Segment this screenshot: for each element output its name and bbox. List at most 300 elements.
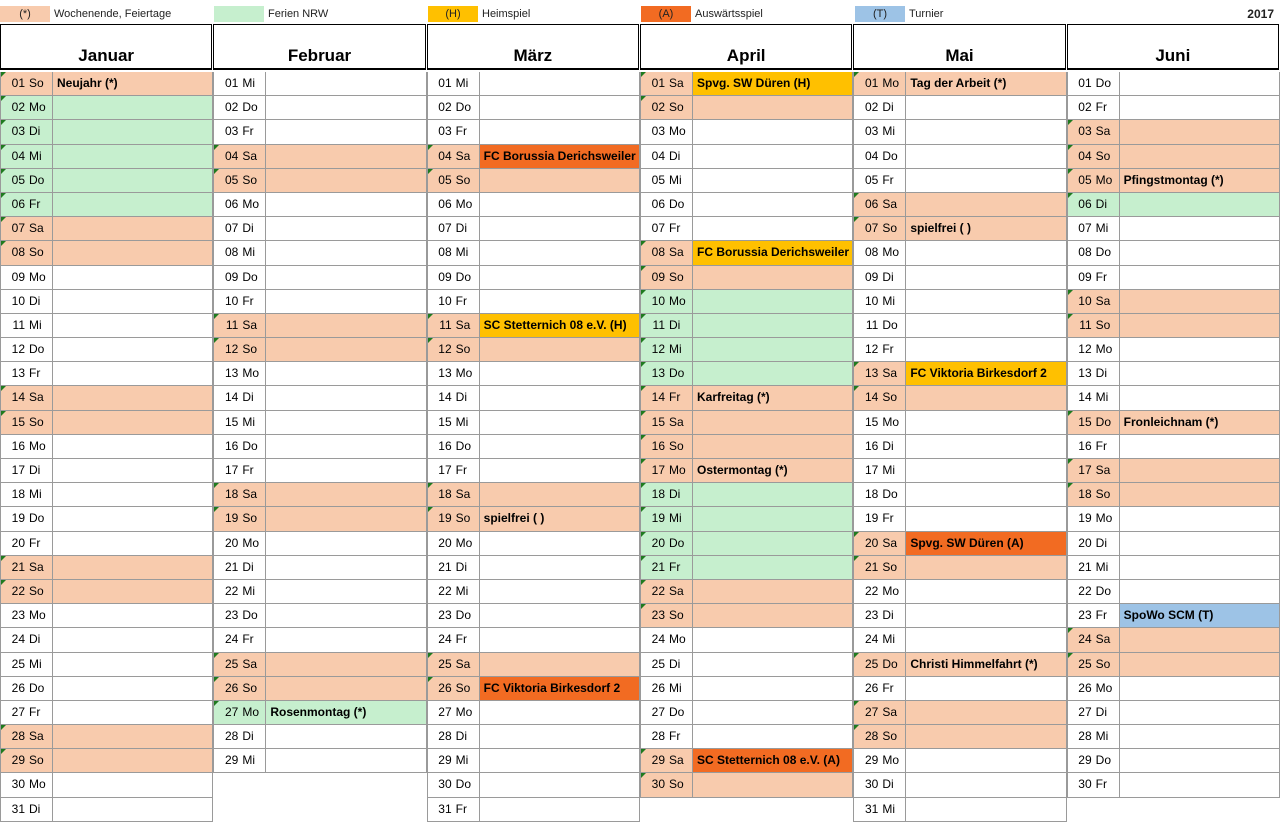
empty-event-cell[interactable] <box>1120 193 1279 216</box>
empty-event-cell[interactable] <box>53 604 212 627</box>
day-row[interactable] <box>0 556 213 580</box>
day-row[interactable] <box>427 507 640 531</box>
day-row[interactable] <box>427 653 640 677</box>
day-row[interactable] <box>1067 701 1280 725</box>
empty-event-cell[interactable] <box>693 580 852 603</box>
day-row[interactable] <box>853 411 1066 435</box>
empty-event-cell[interactable] <box>53 580 212 603</box>
day-row[interactable] <box>853 701 1066 725</box>
day-row[interactable] <box>427 314 640 338</box>
empty-event-cell[interactable] <box>1120 725 1279 748</box>
empty-event-cell[interactable] <box>266 483 425 506</box>
event-cell[interactable]: Rosenmontag (*) <box>266 701 425 724</box>
day-row[interactable] <box>213 266 426 290</box>
empty-event-cell[interactable] <box>266 241 425 264</box>
empty-event-cell[interactable] <box>906 314 1065 337</box>
day-row[interactable] <box>213 411 426 435</box>
day-row[interactable] <box>853 435 1066 459</box>
day-row[interactable] <box>640 628 853 652</box>
empty-event-cell[interactable] <box>480 72 639 95</box>
empty-event-cell[interactable] <box>480 483 639 506</box>
day-row[interactable] <box>427 290 640 314</box>
event-cell[interactable]: Christi Himmelfahrt (*) <box>906 653 1065 676</box>
empty-event-cell[interactable] <box>1120 459 1279 482</box>
empty-event-cell[interactable] <box>480 580 639 603</box>
day-row[interactable] <box>1067 773 1280 797</box>
empty-event-cell[interactable] <box>53 749 212 772</box>
empty-event-cell[interactable] <box>906 241 1065 264</box>
day-row[interactable] <box>1067 266 1280 290</box>
day-row[interactable] <box>853 653 1066 677</box>
empty-event-cell[interactable] <box>906 580 1065 603</box>
day-row[interactable] <box>0 749 213 773</box>
empty-event-cell[interactable] <box>906 290 1065 313</box>
day-row[interactable] <box>213 749 426 773</box>
day-row[interactable] <box>853 72 1066 96</box>
empty-event-cell[interactable] <box>480 96 639 119</box>
day-row[interactable] <box>853 290 1066 314</box>
day-row[interactable] <box>0 628 213 652</box>
day-row[interactable] <box>640 773 853 797</box>
day-row[interactable] <box>0 604 213 628</box>
day-row[interactable] <box>1067 241 1280 265</box>
event-cell[interactable]: Neujahr (*) <box>53 72 212 95</box>
day-row[interactable] <box>0 338 213 362</box>
day-row[interactable] <box>1067 338 1280 362</box>
empty-event-cell[interactable] <box>266 677 425 700</box>
day-row[interactable] <box>0 701 213 725</box>
day-row[interactable] <box>640 145 853 169</box>
empty-event-cell[interactable] <box>1120 96 1279 119</box>
day-row[interactable] <box>427 120 640 144</box>
empty-event-cell[interactable] <box>266 580 425 603</box>
empty-event-cell[interactable] <box>693 701 852 724</box>
day-row[interactable] <box>427 749 640 773</box>
empty-event-cell[interactable] <box>1120 241 1279 264</box>
day-row[interactable] <box>427 628 640 652</box>
day-row[interactable] <box>853 217 1066 241</box>
empty-event-cell[interactable] <box>1120 532 1279 555</box>
empty-event-cell[interactable] <box>53 411 212 434</box>
day-row[interactable] <box>427 798 640 822</box>
empty-event-cell[interactable] <box>693 483 852 506</box>
event-cell[interactable]: spielfrei ( ) <box>906 217 1065 240</box>
empty-event-cell[interactable] <box>693 556 852 579</box>
day-row[interactable] <box>427 362 640 386</box>
empty-event-cell[interactable] <box>1120 677 1279 700</box>
empty-event-cell[interactable] <box>266 532 425 555</box>
empty-event-cell[interactable] <box>266 193 425 216</box>
day-row[interactable] <box>427 435 640 459</box>
empty-event-cell[interactable] <box>480 193 639 216</box>
empty-event-cell[interactable] <box>480 773 639 796</box>
empty-event-cell[interactable] <box>906 507 1065 530</box>
empty-event-cell[interactable] <box>693 290 852 313</box>
empty-event-cell[interactable] <box>266 120 425 143</box>
day-row[interactable] <box>0 532 213 556</box>
day-row[interactable] <box>1067 145 1280 169</box>
empty-event-cell[interactable] <box>693 145 852 168</box>
empty-event-cell[interactable] <box>53 193 212 216</box>
day-row[interactable] <box>213 677 426 701</box>
day-row[interactable] <box>427 411 640 435</box>
day-row[interactable] <box>427 677 640 701</box>
day-row[interactable] <box>640 411 853 435</box>
empty-event-cell[interactable] <box>266 266 425 289</box>
empty-event-cell[interactable] <box>480 169 639 192</box>
day-row[interactable] <box>853 145 1066 169</box>
empty-event-cell[interactable] <box>693 314 852 337</box>
day-row[interactable] <box>213 96 426 120</box>
day-row[interactable] <box>640 749 853 773</box>
empty-event-cell[interactable] <box>480 725 639 748</box>
empty-event-cell[interactable] <box>906 169 1065 192</box>
day-row[interactable] <box>0 120 213 144</box>
day-row[interactable] <box>1067 120 1280 144</box>
day-row[interactable] <box>213 290 426 314</box>
empty-event-cell[interactable] <box>53 773 212 796</box>
event-cell[interactable]: FC Viktoria Birkesdorf 2 <box>480 677 639 700</box>
empty-event-cell[interactable] <box>53 241 212 264</box>
empty-event-cell[interactable] <box>1120 338 1279 361</box>
day-row[interactable] <box>213 72 426 96</box>
empty-event-cell[interactable] <box>480 556 639 579</box>
day-row[interactable] <box>427 773 640 797</box>
day-row[interactable] <box>1067 193 1280 217</box>
empty-event-cell[interactable] <box>53 266 212 289</box>
empty-event-cell[interactable] <box>480 241 639 264</box>
empty-event-cell[interactable] <box>906 701 1065 724</box>
day-row[interactable] <box>0 266 213 290</box>
day-row[interactable] <box>640 459 853 483</box>
event-cell[interactable]: SC Stetternich 08 e.V. (A) <box>693 749 852 772</box>
day-row[interactable] <box>640 386 853 410</box>
empty-event-cell[interactable] <box>480 338 639 361</box>
day-row[interactable] <box>1067 483 1280 507</box>
day-row[interactable] <box>427 532 640 556</box>
event-cell[interactable]: Fronleichnam (*) <box>1120 411 1279 434</box>
empty-event-cell[interactable] <box>906 628 1065 651</box>
day-row[interactable] <box>640 241 853 265</box>
day-row[interactable] <box>853 580 1066 604</box>
empty-event-cell[interactable] <box>53 169 212 192</box>
day-row[interactable] <box>853 314 1066 338</box>
event-cell[interactable]: FC Borussia Derichsweiler <box>480 145 639 168</box>
empty-event-cell[interactable] <box>266 338 425 361</box>
day-row[interactable] <box>853 749 1066 773</box>
day-row[interactable] <box>640 72 853 96</box>
day-row[interactable] <box>0 507 213 531</box>
day-row[interactable] <box>427 386 640 410</box>
day-row[interactable] <box>1067 435 1280 459</box>
day-row[interactable] <box>213 483 426 507</box>
event-cell[interactable]: Ostermontag (*) <box>693 459 852 482</box>
empty-event-cell[interactable] <box>906 773 1065 796</box>
day-row[interactable] <box>640 96 853 120</box>
event-cell[interactable]: Pfingstmontag (*) <box>1120 169 1279 192</box>
empty-event-cell[interactable] <box>53 798 212 821</box>
empty-event-cell[interactable] <box>693 725 852 748</box>
empty-event-cell[interactable] <box>53 556 212 579</box>
empty-event-cell[interactable] <box>906 338 1065 361</box>
empty-event-cell[interactable] <box>480 653 639 676</box>
event-cell[interactable]: Tag der Arbeit (*) <box>906 72 1065 95</box>
event-cell[interactable]: Spvg. SW Düren (A) <box>906 532 1065 555</box>
day-row[interactable] <box>427 169 640 193</box>
day-row[interactable] <box>640 266 853 290</box>
day-row[interactable] <box>1067 532 1280 556</box>
day-row[interactable] <box>853 266 1066 290</box>
day-row[interactable] <box>213 386 426 410</box>
day-row[interactable] <box>640 314 853 338</box>
day-row[interactable] <box>213 338 426 362</box>
empty-event-cell[interactable] <box>693 120 852 143</box>
event-cell[interactable]: SC Stetternich 08 e.V. (H) <box>480 314 639 337</box>
empty-event-cell[interactable] <box>906 145 1065 168</box>
empty-event-cell[interactable] <box>906 120 1065 143</box>
empty-event-cell[interactable] <box>906 435 1065 458</box>
day-row[interactable] <box>427 217 640 241</box>
day-row[interactable] <box>213 604 426 628</box>
day-row[interactable] <box>853 725 1066 749</box>
empty-event-cell[interactable] <box>693 604 852 627</box>
empty-event-cell[interactable] <box>53 314 212 337</box>
day-row[interactable] <box>1067 290 1280 314</box>
empty-event-cell[interactable] <box>1120 266 1279 289</box>
day-row[interactable] <box>213 145 426 169</box>
empty-event-cell[interactable] <box>480 411 639 434</box>
day-row[interactable] <box>427 604 640 628</box>
empty-event-cell[interactable] <box>53 677 212 700</box>
day-row[interactable] <box>0 483 213 507</box>
day-row[interactable] <box>427 241 640 265</box>
empty-event-cell[interactable] <box>53 628 212 651</box>
day-row[interactable] <box>640 532 853 556</box>
day-row[interactable] <box>853 604 1066 628</box>
day-row[interactable] <box>427 725 640 749</box>
empty-event-cell[interactable] <box>693 411 852 434</box>
empty-event-cell[interactable] <box>266 217 425 240</box>
event-cell[interactable]: SpoWo SCM (T) <box>1120 604 1279 627</box>
day-row[interactable] <box>1067 72 1280 96</box>
day-row[interactable] <box>1067 628 1280 652</box>
day-row[interactable] <box>213 362 426 386</box>
empty-event-cell[interactable] <box>266 749 425 772</box>
day-row[interactable] <box>213 701 426 725</box>
empty-event-cell[interactable] <box>906 266 1065 289</box>
day-row[interactable] <box>213 725 426 749</box>
day-row[interactable] <box>1067 386 1280 410</box>
empty-event-cell[interactable] <box>266 459 425 482</box>
day-row[interactable] <box>213 193 426 217</box>
day-row[interactable] <box>0 677 213 701</box>
day-row[interactable] <box>0 386 213 410</box>
empty-event-cell[interactable] <box>53 507 212 530</box>
day-row[interactable] <box>853 798 1066 822</box>
day-row[interactable] <box>1067 411 1280 435</box>
empty-event-cell[interactable] <box>266 314 425 337</box>
empty-event-cell[interactable] <box>1120 773 1279 796</box>
day-row[interactable] <box>427 701 640 725</box>
empty-event-cell[interactable] <box>53 532 212 555</box>
empty-event-cell[interactable] <box>53 435 212 458</box>
empty-event-cell[interactable] <box>693 193 852 216</box>
empty-event-cell[interactable] <box>53 483 212 506</box>
day-row[interactable] <box>853 483 1066 507</box>
empty-event-cell[interactable] <box>1120 653 1279 676</box>
empty-event-cell[interactable] <box>266 362 425 385</box>
day-row[interactable] <box>1067 459 1280 483</box>
empty-event-cell[interactable] <box>693 628 852 651</box>
empty-event-cell[interactable] <box>1120 701 1279 724</box>
day-row[interactable] <box>0 653 213 677</box>
empty-event-cell[interactable] <box>53 290 212 313</box>
day-row[interactable] <box>427 556 640 580</box>
empty-event-cell[interactable] <box>1120 483 1279 506</box>
day-row[interactable] <box>640 580 853 604</box>
day-row[interactable] <box>427 145 640 169</box>
day-row[interactable] <box>213 507 426 531</box>
day-row[interactable] <box>1067 507 1280 531</box>
empty-event-cell[interactable] <box>1120 72 1279 95</box>
day-row[interactable] <box>1067 169 1280 193</box>
day-row[interactable] <box>0 217 213 241</box>
day-row[interactable] <box>640 290 853 314</box>
day-row[interactable] <box>640 653 853 677</box>
empty-event-cell[interactable] <box>1120 120 1279 143</box>
day-row[interactable] <box>213 314 426 338</box>
event-cell[interactable]: Spvg. SW Düren (H) <box>693 72 852 95</box>
day-row[interactable] <box>427 266 640 290</box>
day-row[interactable] <box>1067 580 1280 604</box>
day-row[interactable] <box>1067 604 1280 628</box>
day-row[interactable] <box>853 532 1066 556</box>
day-row[interactable] <box>213 580 426 604</box>
day-row[interactable] <box>427 338 640 362</box>
empty-event-cell[interactable] <box>693 217 852 240</box>
empty-event-cell[interactable] <box>693 677 852 700</box>
empty-event-cell[interactable] <box>480 628 639 651</box>
empty-event-cell[interactable] <box>266 145 425 168</box>
day-row[interactable] <box>213 628 426 652</box>
day-row[interactable] <box>0 435 213 459</box>
day-row[interactable] <box>640 193 853 217</box>
empty-event-cell[interactable] <box>266 725 425 748</box>
day-row[interactable] <box>0 362 213 386</box>
empty-event-cell[interactable] <box>266 653 425 676</box>
day-row[interactable] <box>640 725 853 749</box>
day-row[interactable] <box>853 628 1066 652</box>
day-row[interactable] <box>0 145 213 169</box>
day-row[interactable] <box>640 604 853 628</box>
day-row[interactable] <box>1067 217 1280 241</box>
day-row[interactable] <box>1067 362 1280 386</box>
empty-event-cell[interactable] <box>480 120 639 143</box>
empty-event-cell[interactable] <box>480 266 639 289</box>
empty-event-cell[interactable] <box>480 386 639 409</box>
day-row[interactable] <box>640 435 853 459</box>
empty-event-cell[interactable] <box>906 411 1065 434</box>
empty-event-cell[interactable] <box>1120 314 1279 337</box>
day-row[interactable] <box>853 120 1066 144</box>
day-row[interactable] <box>427 72 640 96</box>
empty-event-cell[interactable] <box>693 362 852 385</box>
empty-event-cell[interactable] <box>693 507 852 530</box>
empty-event-cell[interactable] <box>53 145 212 168</box>
empty-event-cell[interactable] <box>693 435 852 458</box>
empty-event-cell[interactable] <box>480 290 639 313</box>
empty-event-cell[interactable] <box>1120 580 1279 603</box>
empty-event-cell[interactable] <box>480 798 639 821</box>
day-row[interactable] <box>640 217 853 241</box>
day-row[interactable] <box>213 435 426 459</box>
empty-event-cell[interactable] <box>1120 628 1279 651</box>
empty-event-cell[interactable] <box>906 193 1065 216</box>
day-row[interactable] <box>213 120 426 144</box>
empty-event-cell[interactable] <box>266 96 425 119</box>
empty-event-cell[interactable] <box>1120 507 1279 530</box>
empty-event-cell[interactable] <box>1120 749 1279 772</box>
day-row[interactable] <box>427 96 640 120</box>
day-row[interactable] <box>853 362 1066 386</box>
day-row[interactable] <box>1067 653 1280 677</box>
day-row[interactable] <box>853 773 1066 797</box>
day-row[interactable] <box>640 701 853 725</box>
day-row[interactable] <box>213 169 426 193</box>
day-row[interactable] <box>640 169 853 193</box>
empty-event-cell[interactable] <box>266 507 425 530</box>
day-row[interactable] <box>1067 749 1280 773</box>
day-row[interactable] <box>853 96 1066 120</box>
day-row[interactable] <box>640 677 853 701</box>
empty-event-cell[interactable] <box>266 411 425 434</box>
day-row[interactable] <box>853 459 1066 483</box>
empty-event-cell[interactable] <box>693 338 852 361</box>
day-row[interactable] <box>640 338 853 362</box>
empty-event-cell[interactable] <box>53 362 212 385</box>
day-row[interactable] <box>427 580 640 604</box>
event-cell[interactable]: FC Viktoria Birkesdorf 2 <box>906 362 1065 385</box>
empty-event-cell[interactable] <box>480 435 639 458</box>
day-row[interactable] <box>853 386 1066 410</box>
day-row[interactable] <box>853 241 1066 265</box>
day-row[interactable] <box>213 653 426 677</box>
day-row[interactable] <box>427 193 640 217</box>
day-row[interactable] <box>853 338 1066 362</box>
day-row[interactable] <box>1067 96 1280 120</box>
day-row[interactable] <box>853 193 1066 217</box>
day-row[interactable] <box>640 362 853 386</box>
empty-event-cell[interactable] <box>906 386 1065 409</box>
day-row[interactable] <box>0 773 213 797</box>
day-row[interactable] <box>853 556 1066 580</box>
empty-event-cell[interactable] <box>480 217 639 240</box>
day-row[interactable] <box>853 507 1066 531</box>
empty-event-cell[interactable] <box>266 386 425 409</box>
empty-event-cell[interactable] <box>906 798 1065 821</box>
day-row[interactable] <box>0 798 213 822</box>
day-row[interactable] <box>427 459 640 483</box>
day-row[interactable] <box>0 241 213 265</box>
empty-event-cell[interactable] <box>53 338 212 361</box>
day-row[interactable] <box>427 483 640 507</box>
empty-event-cell[interactable] <box>266 628 425 651</box>
day-row[interactable] <box>0 725 213 749</box>
empty-event-cell[interactable] <box>480 604 639 627</box>
empty-event-cell[interactable] <box>480 459 639 482</box>
day-row[interactable] <box>0 96 213 120</box>
day-row[interactable] <box>853 169 1066 193</box>
